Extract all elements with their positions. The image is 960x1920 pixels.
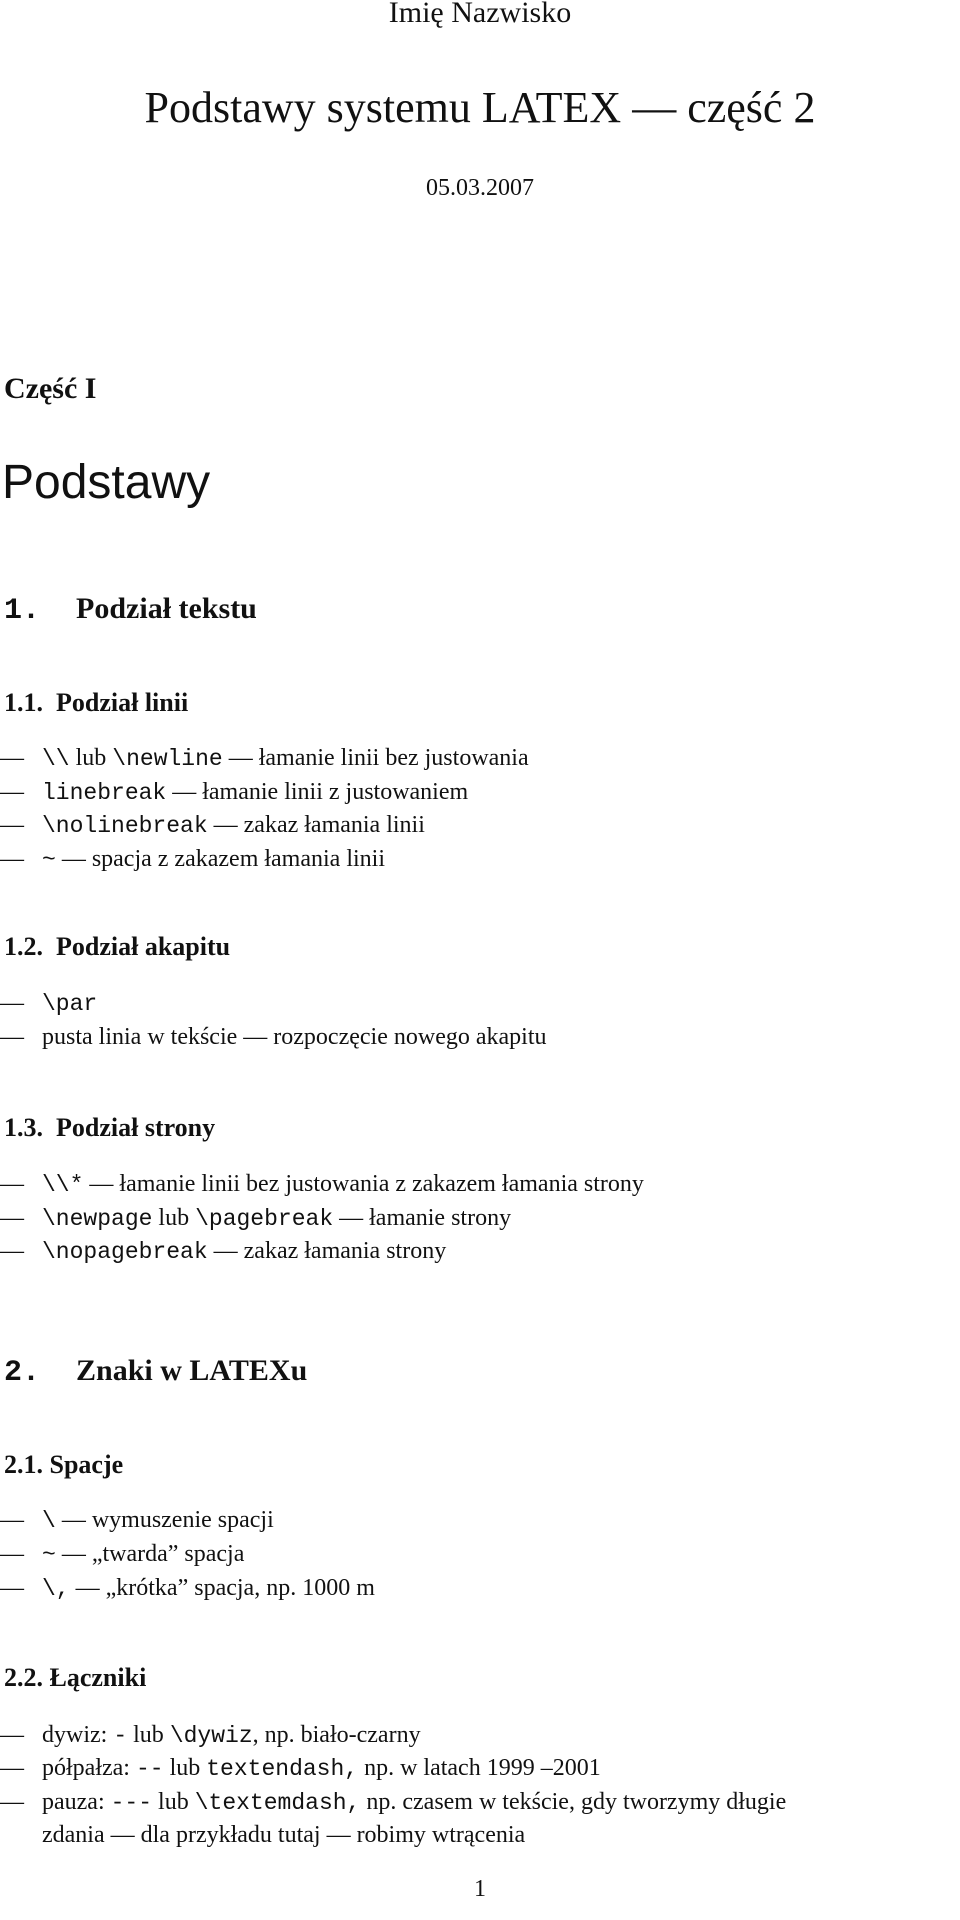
item-text: półpałza: — [42, 1755, 136, 1781]
list-item — [0, 1024, 546, 1051]
command: \textemdash, — [194, 1790, 361, 1816]
command: textendash, — [206, 1756, 359, 1782]
command: \pagebreak — [195, 1206, 334, 1232]
item-text: lub — [163, 1755, 207, 1781]
command: linebreak — [42, 780, 167, 806]
command: ~ — [42, 1542, 56, 1568]
subsection-number: 1.3. — [4, 1113, 43, 1142]
list-item — [0, 846, 385, 873]
part-title: Podstawy — [2, 456, 211, 509]
list-item — [0, 1541, 244, 1568]
item-text: lub — [152, 1789, 195, 1815]
list-item — [0, 1722, 421, 1749]
list-item — [0, 1205, 511, 1232]
em-dash: — — [0, 1755, 24, 1781]
item-text: — spacja z zakazem łamania linii — [55, 846, 385, 872]
section-number: 2. — [4, 1356, 41, 1390]
section-title-suffix: u — [290, 1354, 308, 1387]
item-text: pauza: — [42, 1789, 111, 1815]
list-item — [0, 1789, 786, 1816]
item-text: — „twarda” spacja — [55, 1541, 245, 1567]
em-dash: — — [0, 1238, 24, 1264]
list-item — [0, 990, 97, 1017]
title-prefix: Podstawy systemu — [144, 83, 482, 132]
em-dash: — — [0, 1171, 24, 1197]
subsection-1-3-heading — [4, 1113, 215, 1143]
command: -- — [135, 1756, 164, 1782]
em-dash: — — [0, 745, 24, 771]
item-text: — wymuszenie spacji — [55, 1507, 274, 1533]
command: \dywiz — [169, 1723, 253, 1749]
subsection-number: 1.2. — [4, 932, 43, 961]
item-text: pusta linia w tekście — rozpoczęcie nowego akapitu — [42, 1024, 547, 1050]
subsection-title: Podział akapitu — [56, 932, 231, 961]
author-name: Imię Nazwisko — [388, 0, 572, 29]
item-text: — łamanie strony — [333, 1205, 512, 1231]
list-item — [0, 779, 468, 806]
em-dash: — — [0, 990, 24, 1016]
section-2-heading — [4, 1354, 307, 1390]
item-text: np. czasem w tekście, gdy tworzymy długie — [360, 1789, 787, 1815]
item-text: — łamanie linii z justowaniem — [166, 779, 469, 805]
list-item — [0, 745, 529, 772]
page-number: 1 — [474, 1876, 486, 1902]
subsection-title: Podział linii — [56, 688, 189, 717]
item-text: , np. biało-czarny — [252, 1722, 421, 1748]
command: ~ — [42, 847, 56, 873]
item-text: — „krótka” spacja, np. 1000 m — [69, 1575, 375, 1601]
command: \nolinebreak — [42, 813, 208, 839]
item-text: lub — [152, 1205, 196, 1231]
section-1-heading — [4, 592, 257, 628]
latex-logo: LATEX — [481, 83, 622, 132]
command: \, — [42, 1576, 70, 1602]
em-dash: — — [0, 1575, 24, 1601]
subsection-title: Spacje — [49, 1450, 124, 1479]
em-dash: — — [0, 1789, 24, 1815]
em-dash: — — [0, 1507, 24, 1533]
item-text: lub — [69, 745, 113, 771]
command: \\* — [42, 1172, 84, 1198]
item-text: — zakaz łamania linii — [207, 812, 425, 838]
em-dash: — — [0, 846, 24, 872]
list-item — [0, 1171, 644, 1198]
em-dash: — — [0, 1205, 24, 1231]
subsection-number: 2.1. — [4, 1450, 43, 1479]
subsection-title: Podział strony — [56, 1113, 216, 1142]
section-title-prefix: Znaki w — [76, 1354, 190, 1387]
subsection-number: 1.1. — [4, 688, 43, 717]
subsection-2-1-heading — [4, 1450, 123, 1480]
subsection-1-2-heading — [4, 932, 230, 962]
document-date: 05.03.2007 — [426, 175, 534, 201]
part-label: Część I — [4, 372, 97, 405]
subsection-title: Łączniki — [49, 1663, 147, 1692]
item-text: — łamanie linii bez justowania z zakazem łamania strony — [83, 1171, 644, 1197]
item-text: lub — [127, 1722, 170, 1748]
command: \\ — [42, 746, 70, 772]
subsection-number: 2.2. — [4, 1663, 43, 1692]
em-dash: — — [0, 1024, 24, 1050]
em-dash: — — [0, 1722, 24, 1748]
em-dash: — — [0, 1541, 24, 1567]
title-suffix: — część 2 — [621, 83, 816, 132]
command: \par — [42, 991, 98, 1017]
command: \ — [42, 1508, 56, 1534]
em-dash: — — [0, 812, 24, 838]
item-text: — łamanie linii bez justowania — [222, 745, 529, 771]
command: \newline — [112, 746, 223, 772]
list-item — [0, 812, 425, 839]
list-item — [0, 1755, 601, 1782]
subsection-1-1-heading — [4, 688, 188, 718]
em-dash: — — [0, 779, 24, 805]
section-number: 1. — [4, 594, 41, 628]
section-title: Podział tekstu — [76, 592, 257, 625]
command: - — [113, 1723, 128, 1749]
item-text: dywiz: — [42, 1722, 114, 1748]
item-text: np. w latach 1999 –2001 — [358, 1755, 601, 1781]
command: --- — [110, 1790, 153, 1816]
list-item — [0, 1575, 375, 1602]
list-item — [0, 1238, 446, 1265]
document-title — [0, 82, 960, 133]
subsection-2-2-heading — [4, 1663, 146, 1693]
list-item-continuation: zdania — dla przykładu tutaj — robimy wtrącenia — [42, 1822, 526, 1848]
item-text: — zakaz łamania strony — [207, 1238, 447, 1264]
command: \nopagebreak — [42, 1239, 208, 1265]
latex-logo: LATEX — [189, 1354, 291, 1387]
list-item — [0, 1507, 274, 1534]
command: \newpage — [42, 1206, 153, 1232]
